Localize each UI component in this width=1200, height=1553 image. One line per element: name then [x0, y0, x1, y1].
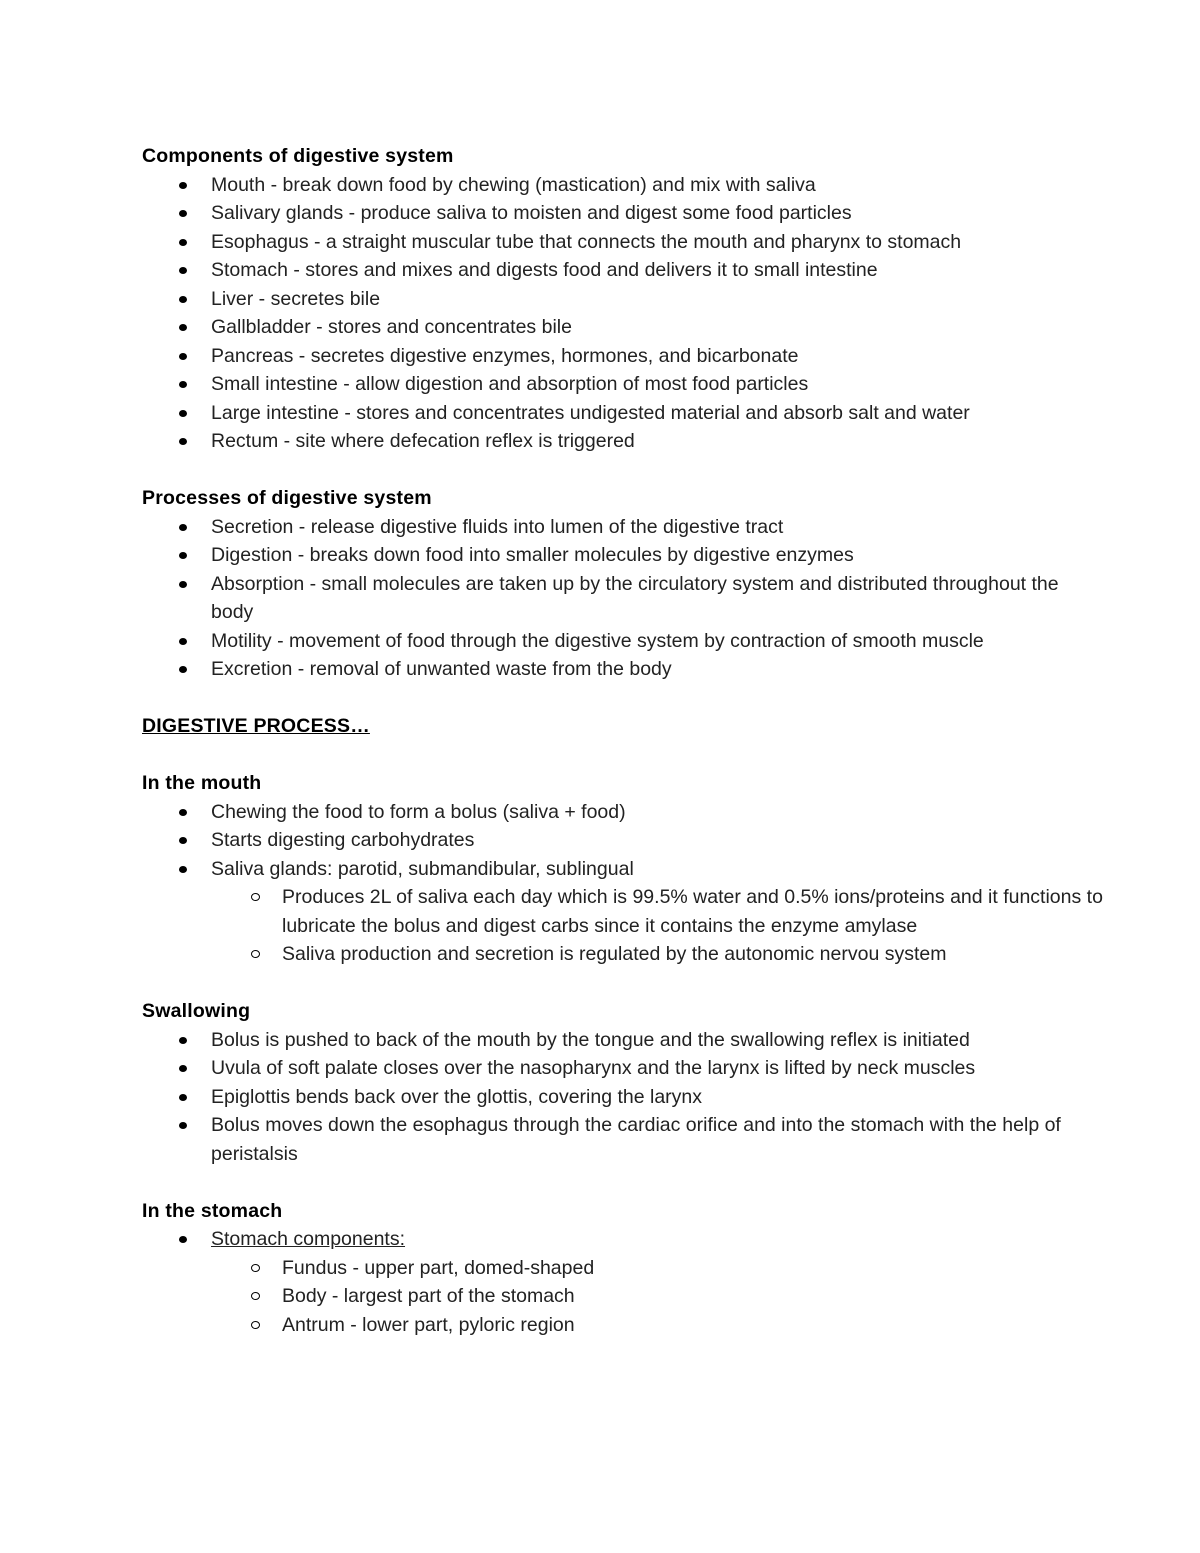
list-item: Motility - movement of food through the digestive system by contraction of smooth muscle	[142, 627, 1072, 656]
list-item: Stomach - stores and mixes and digests food and delivers it to small intestine	[142, 256, 1072, 285]
list-item: Large intestine - stores and concentrates undigested material and absorb salt and water	[142, 399, 1072, 428]
list-item-text: Saliva glands: parotid, submandibular, sublingual	[211, 857, 634, 880]
spacer	[142, 969, 1072, 998]
components-list	[142, 171, 1072, 456]
list-item: Bolus is pushed to back of the mouth by the tongue and the swallowing reflex is initiated	[142, 1026, 1072, 1055]
list-item: Mouth - break down food by chewing (mastication) and mix with saliva	[142, 171, 1072, 200]
list-item: Starts digesting carbohydrates	[142, 826, 1072, 855]
stomach-components-label: Stomach components:	[211, 1228, 406, 1250]
list-item: Chewing the food to form a bolus (saliva + food)	[142, 798, 1072, 827]
processes-heading: Processes of digestive system	[142, 487, 432, 509]
swallowing-heading: Swallowing	[142, 1000, 251, 1022]
list-item	[142, 855, 1103, 969]
list-item: Esophagus - a straight muscular tube that connects the mouth and pharynx to stomach	[142, 228, 1072, 257]
sub-list-item: Produces 2L of saliva each day which is 99.5% water and 0.5% ions/proteins and it functions to lubricate the bolus and digest carbs since it contains the enzyme amylase	[211, 883, 1141, 940]
list-item: Uvula of soft palate closes over the nasopharynx and the larynx is lifted by neck muscles	[142, 1054, 1072, 1083]
components-heading: Components of digestive system	[142, 145, 454, 167]
document-page	[142, 142, 1103, 1339]
saliva-sublist	[211, 883, 1103, 969]
swallowing-list	[142, 1026, 1072, 1169]
spacer	[142, 456, 1072, 485]
stomach-components-sublist	[211, 1254, 1072, 1340]
digestive-process-heading: DIGESTIVE PROCESS…	[142, 715, 370, 737]
sub-list-item: Fundus - upper part, domed-shaped	[211, 1254, 1141, 1283]
spacer	[142, 684, 1072, 713]
sub-list-item: Antrum - lower part, pyloric region	[211, 1311, 1141, 1340]
sub-list-item: Saliva production and secretion is regulated by the autonomic nervou system	[211, 940, 1141, 969]
list-item: Digestion - breaks down food into smaller molecules by digestive enzymes	[142, 541, 1072, 570]
list-item: Rectum - site where defecation reflex is triggered	[142, 427, 1072, 456]
mouth-list	[142, 798, 1103, 969]
mouth-heading: In the mouth	[142, 772, 262, 794]
list-item: Gallbladder - stores and concentrates bile	[142, 313, 1072, 342]
list-item: Small intestine - allow digestion and absorption of most food particles	[142, 370, 1072, 399]
stomach-heading: In the stomach	[142, 1199, 283, 1222]
processes-list	[142, 513, 1072, 684]
list-item: Excretion - removal of unwanted waste from the body	[142, 655, 1072, 684]
list-item: Salivary glands - produce saliva to moisten and digest some food particles	[142, 199, 1072, 228]
spacer	[142, 741, 1072, 770]
list-item: Secretion - release digestive fluids into lumen of the digestive tract	[142, 513, 1072, 542]
sub-list-item: Body - largest part of the stomach	[211, 1282, 1141, 1311]
list-item: Absorption - small molecules are taken up by the circulatory system and distributed throughout the body	[142, 570, 1072, 627]
spacer	[142, 1168, 1072, 1197]
list-item: Bolus moves down the esophagus through the cardiac orifice and into the stomach with the help of peristalsis	[142, 1111, 1072, 1168]
list-item	[142, 1225, 1072, 1339]
list-item: Epiglottis bends back over the glottis, covering the larynx	[142, 1083, 1072, 1112]
stomach-list	[142, 1225, 1072, 1339]
list-item: Liver - secretes bile	[142, 285, 1072, 314]
list-item: Pancreas - secretes digestive enzymes, hormones, and bicarbonate	[142, 342, 1072, 371]
